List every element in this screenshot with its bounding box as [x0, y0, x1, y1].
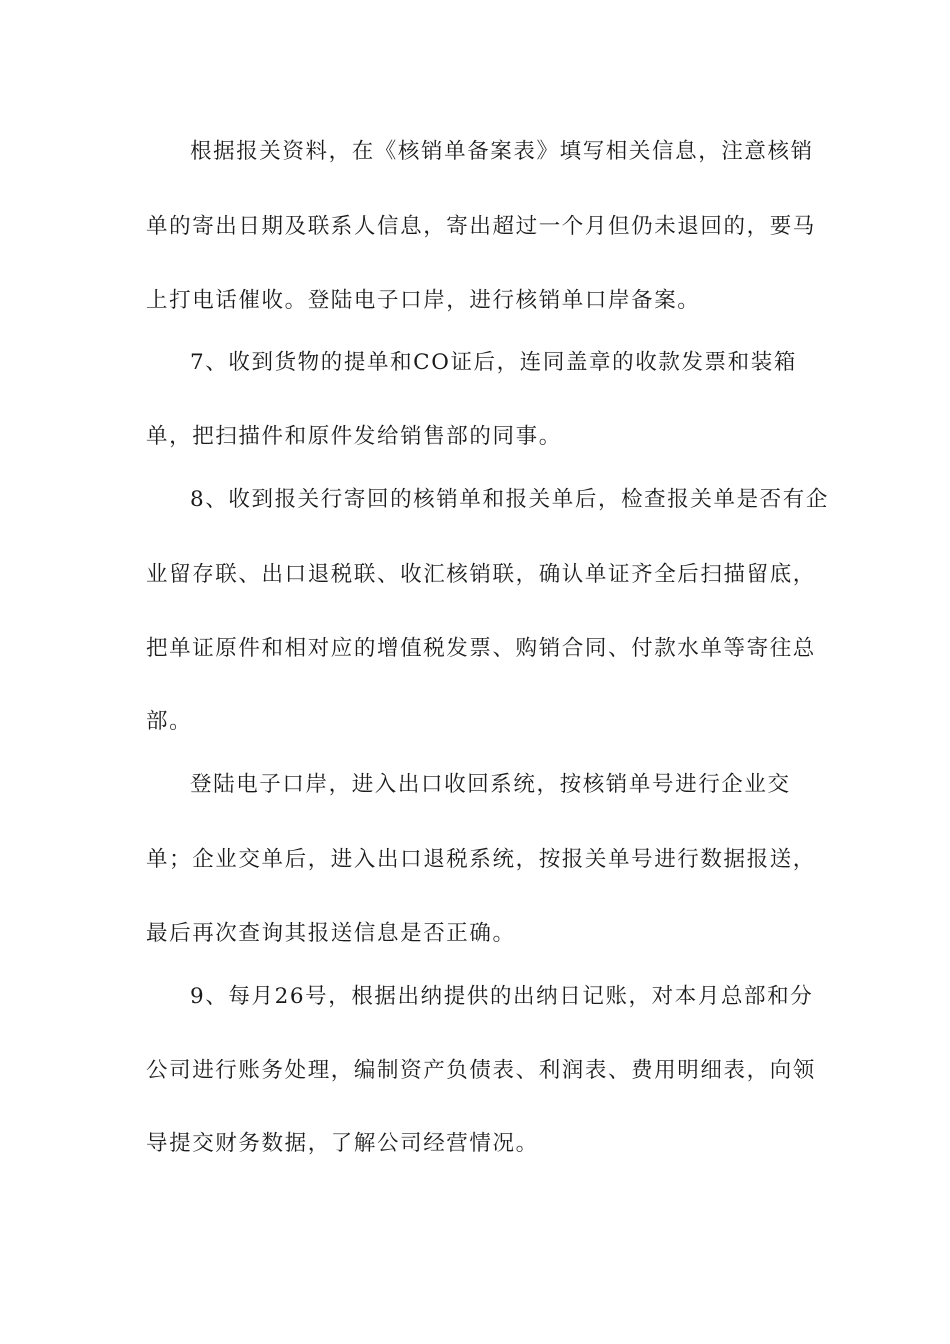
paragraph-line: 8、收到报关行寄回的核销单和报关单后，检查报关单是否有企 [190, 487, 829, 512]
paragraph-line: 导提交财务数据，了解公司经营情况。 [146, 1131, 539, 1156]
paragraph-line: 把单证原件和相对应的增值税发票、购销合同、付款水单等寄往总 [146, 636, 816, 661]
paragraph-line: 登陆电子口岸，进入出口收回系统，按核销单号进行企业交 [190, 772, 791, 797]
paragraph-line: 7、收到货物的提单和CO证后，连同盖章的收款发票和装箱 [190, 350, 797, 375]
paragraph-line: 上打电话催收。登陆电子口岸，进行核销单口岸备案。 [146, 288, 701, 313]
paragraph-line: 公司进行账务处理，编制资产负债表、利润表、费用明细表，向领 [146, 1058, 816, 1083]
paragraph-line: 根据报关资料，在《核销单备案表》填写相关信息，注意核销 [190, 139, 814, 164]
paragraph-line: 业留存联、出口退税联、收汇核销联，确认单证齐全后扫描留底， [146, 562, 816, 587]
paragraph-line: 单的寄出日期及联系人信息，寄出超过一个月但仍未退回的，要马 [146, 214, 816, 239]
paragraph-line: 9、每月26号，根据出纳提供的出纳日记账，对本月总部和分 [190, 984, 814, 1009]
paragraph-line: 单，把扫描件和原件发给销售部的同事。 [146, 424, 562, 449]
paragraph-line: 部。 [146, 709, 193, 734]
paragraph-line: 最后再次查询其报送信息是否正确。 [146, 921, 516, 946]
paragraph-line: 单；企业交单后，进入出口退税系统，按报关单号进行数据报送， [146, 847, 816, 872]
